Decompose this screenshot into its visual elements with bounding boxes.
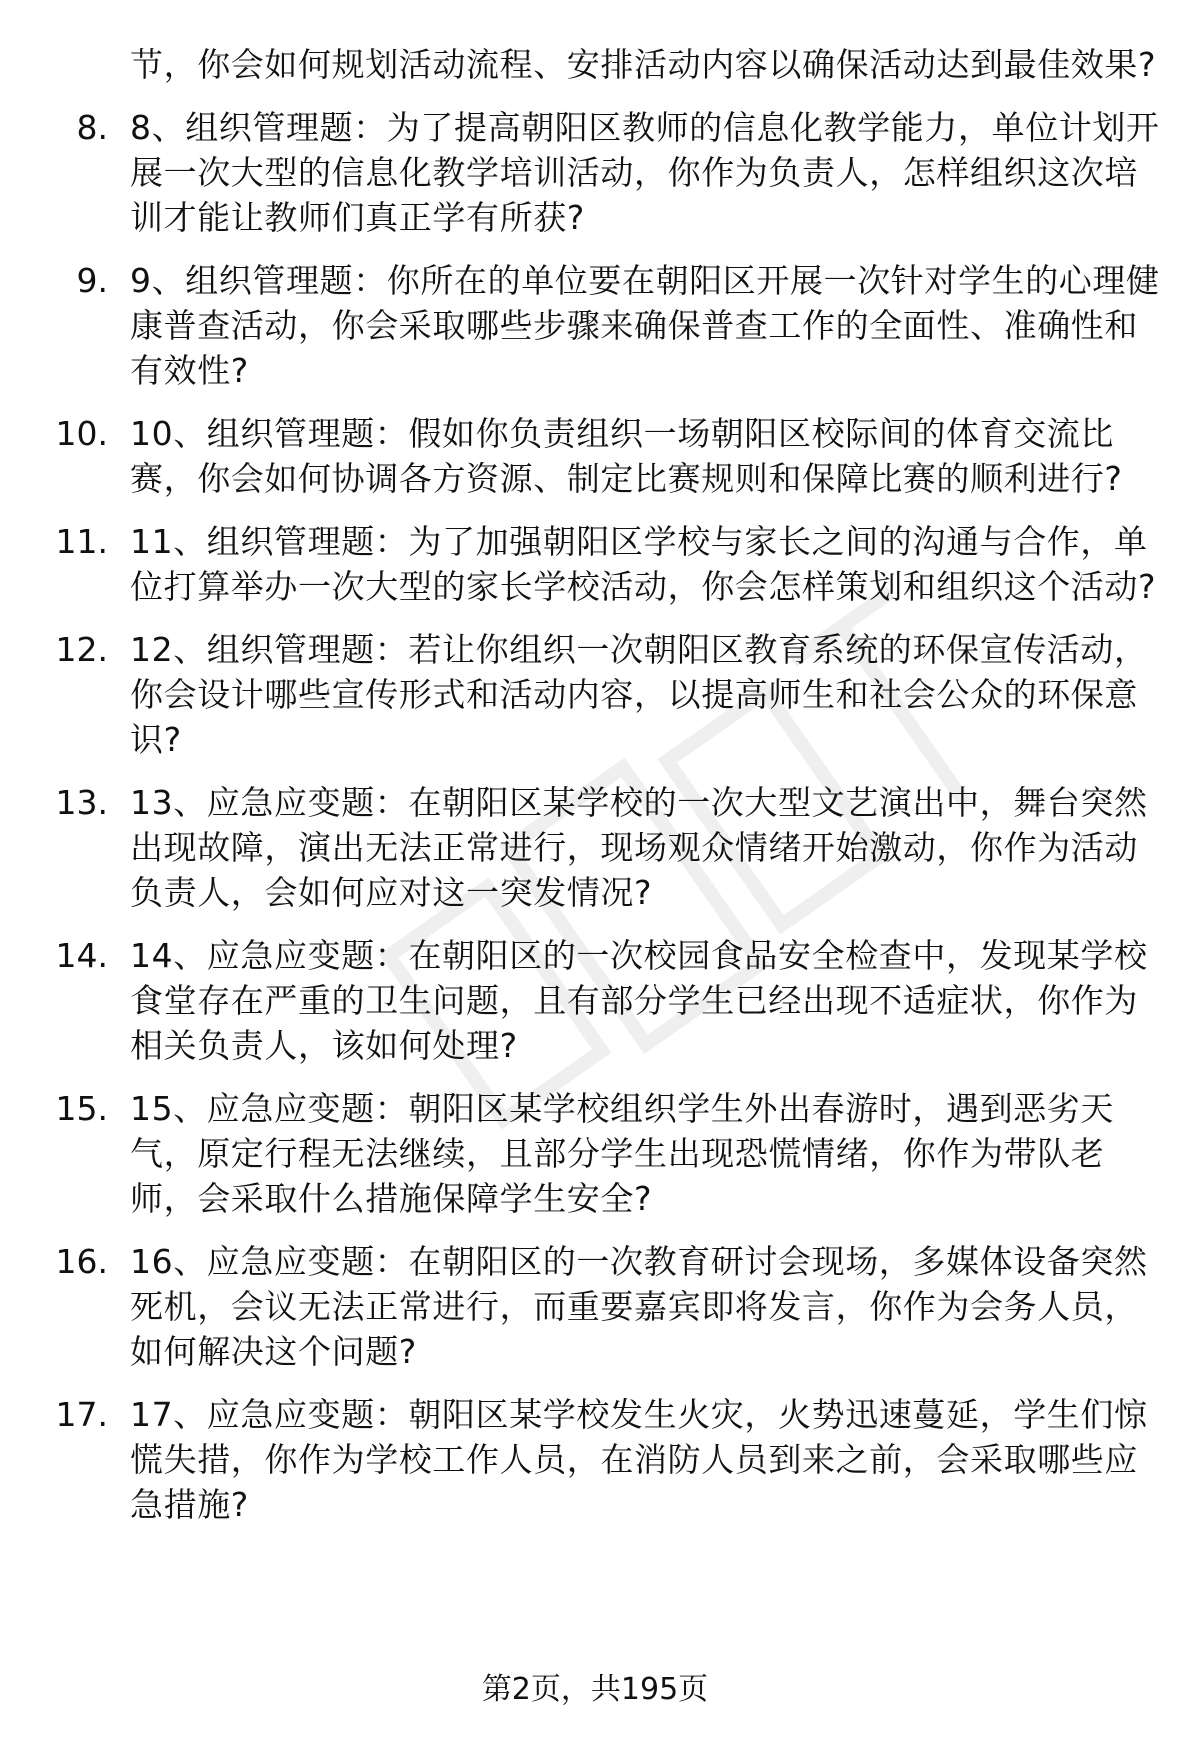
item-number: 17. <box>55 1395 108 1434</box>
continuation-text: 节，你会如何规划活动流程、安排活动内容以确保活动达到最佳效果? <box>130 45 1157 84</box>
list-item <box>0 933 1190 1068</box>
item-text: 11、组织管理题：为了加强朝阳区学校与家长之间的沟通与合作，单位打算举办一次大型的家长学校活动，你会怎样策划和组织这个活动? <box>130 522 1157 606</box>
item-text: 12、组织管理题：若让你组织一次朝阳区教育系统的环保宣传活动，你会设计哪些宣传形式和活动内容，以提高师生和社会公众的环保意识? <box>130 630 1148 759</box>
item-number: 8. <box>76 108 108 147</box>
item-text: 10、组织管理题：假如你负责组织一场朝阳区校际间的体育交流比赛，你会如何协调各方资源、制定比赛规则和保障比赛的顺利进行? <box>130 414 1123 498</box>
list-item <box>0 1239 1190 1374</box>
list-item <box>0 519 1190 609</box>
document-content <box>0 42 1190 1545</box>
item-text: 16、应急应变题：在朝阳区的一次教育研讨会现场，多媒体设备突然死机，会议无法正常进行，而重要嘉宾即将发言，你作为会务人员，如何解决这个问题? <box>130 1242 1148 1371</box>
item-text: 9、组织管理题：你所在的单位要在朝阳区开展一次针对学生的心理健康普查活动，你会采取哪些步骤来确保普查工作的全面性、准确性和有效性? <box>130 261 1160 390</box>
list-item <box>0 1086 1190 1221</box>
item-number: 15. <box>55 1089 108 1128</box>
item-text: 8、组织管理题：为了提高朝阳区教师的信息化教学能力，单位计划开展一次大型的信息化教学培训活动，你作为负责人，怎样组织这次培训才能让教师们真正学有所获? <box>130 108 1160 237</box>
item-number: 13. <box>55 783 108 822</box>
item-text: 14、应急应变题：在朝阳区的一次校园食品安全检查中，发现某学校食堂存在严重的卫生问题，且有部分学生已经出现不适症状，你作为相关负责人，该如何处理? <box>130 936 1148 1065</box>
page-footer: 第2页，共195页 <box>481 1672 709 1707</box>
list-item <box>0 780 1190 915</box>
list-item <box>0 258 1190 393</box>
item-number: 16. <box>55 1242 108 1281</box>
list-item <box>0 1392 1190 1527</box>
item-number: 12. <box>55 630 108 669</box>
item-number: 14. <box>55 936 108 975</box>
list-item <box>0 411 1190 501</box>
item-text: 13、应急应变题：在朝阳区某学校的一次大型文艺演出中，舞台突然出现故障，演出无法正常进行，现场观众情绪开始激动，你作为活动负责人，会如何应对这一突发情况? <box>130 783 1148 912</box>
list-item <box>0 627 1190 762</box>
item-number: 9. <box>76 261 108 300</box>
item-number: 10. <box>55 414 108 453</box>
item-text: 15、应急应变题：朝阳区某学校组织学生外出春游时，遇到恶劣天气，原定行程无法继续，且部分学生出现恐慌情绪，你作为带队老师，会采取什么措施保障学生安全? <box>130 1089 1114 1218</box>
list-item <box>0 105 1190 240</box>
item-number: 11. <box>55 522 108 561</box>
item-text: 17、应急应变题：朝阳区某学校发生火灾，火势迅速蔓延，学生们惊慌失措，你作为学校工作人员，在消防人员到来之前，会采取哪些应急措施? <box>130 1395 1148 1524</box>
